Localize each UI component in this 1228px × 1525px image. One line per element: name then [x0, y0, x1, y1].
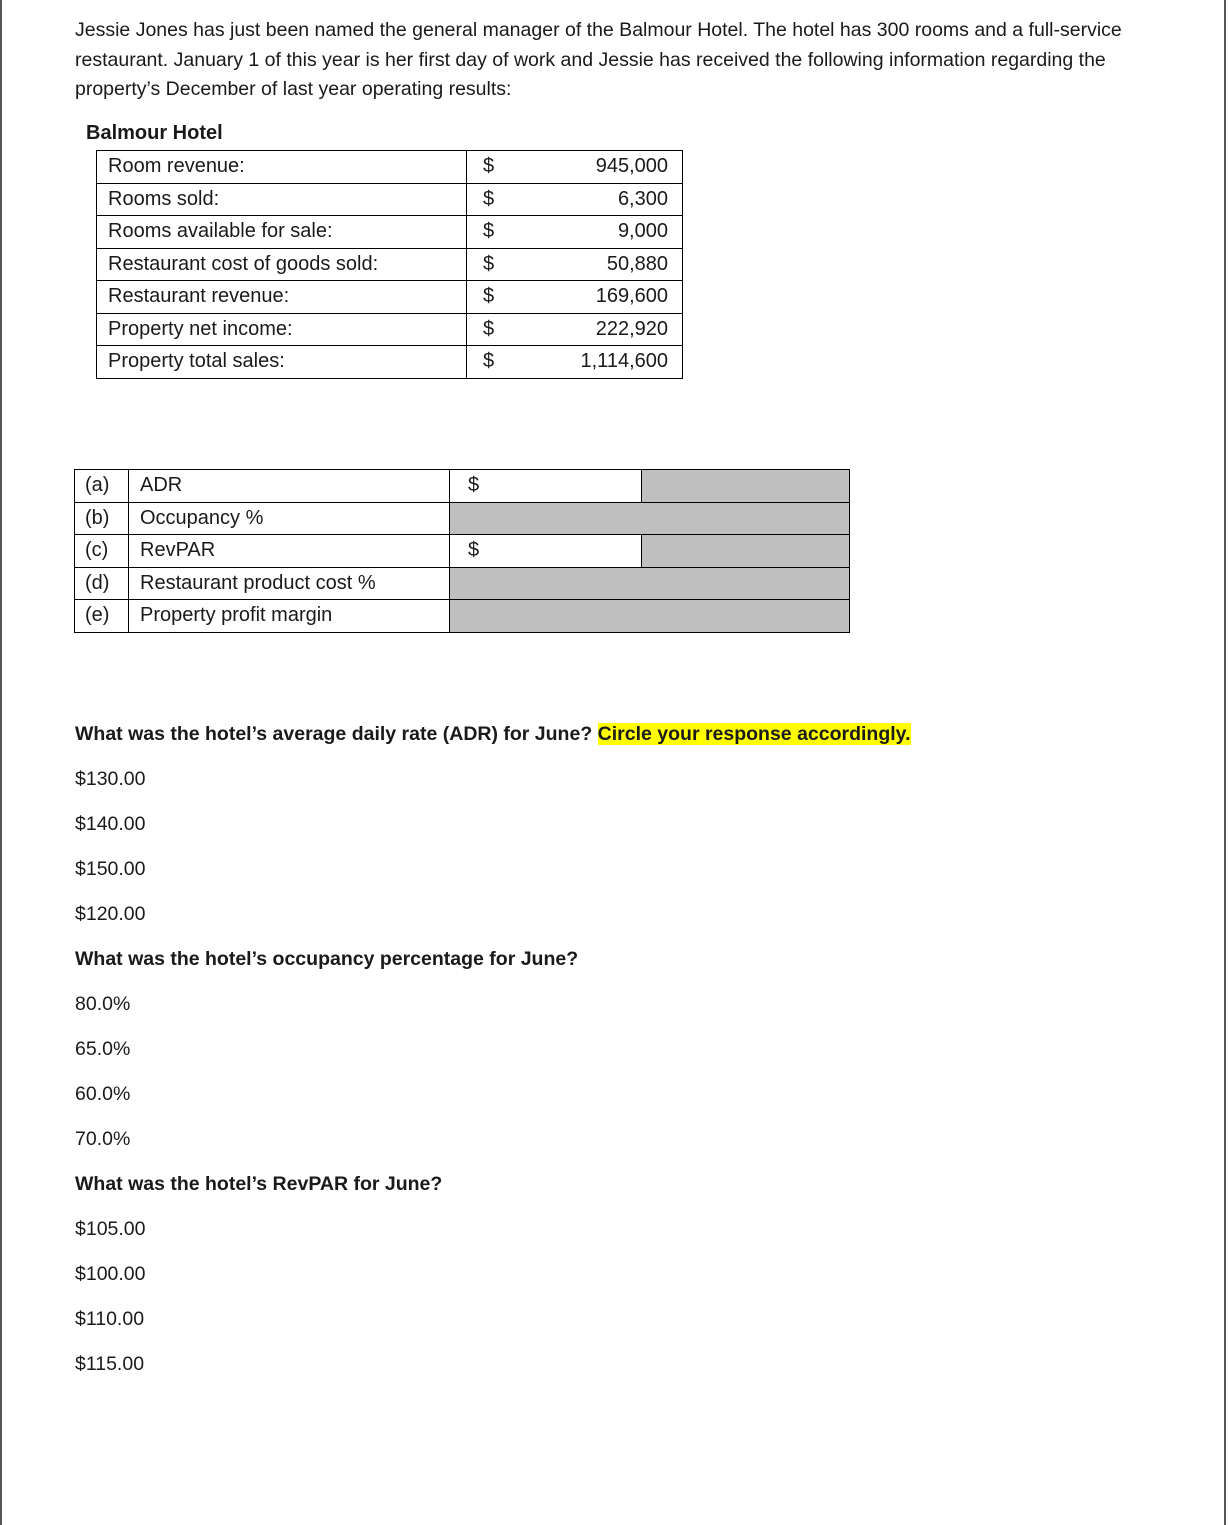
row-value: 169,600: [518, 281, 683, 314]
row-currency: $: [467, 346, 519, 379]
option-adr-1[interactable]: $130.00: [75, 768, 146, 790]
answer-cell[interactable]: [642, 535, 850, 568]
row-label: Restaurant revenue:: [97, 281, 467, 314]
table-row: [75, 470, 850, 503]
row-label: Room revenue:: [97, 151, 467, 184]
table-row: [97, 313, 683, 346]
row-label: Property total sales:: [97, 346, 467, 379]
option-adr-2[interactable]: $140.00: [75, 813, 146, 835]
option-revpar-1[interactable]: $105.00: [75, 1218, 146, 1240]
row-letter: (d): [75, 567, 129, 600]
table-row: [75, 502, 850, 535]
hotel-title: Balmour Hotel: [86, 122, 223, 144]
row-metric: RevPAR: [129, 535, 450, 568]
table-row: [97, 346, 683, 379]
option-occupancy-3[interactable]: 60.0%: [75, 1083, 131, 1105]
row-currency: $: [467, 281, 519, 314]
row-letter: (e): [75, 600, 129, 633]
row-label: Property net income:: [97, 313, 467, 346]
row-label: Rooms sold:: [97, 183, 467, 216]
row-metric: ADR: [129, 470, 450, 503]
question-revpar: What was the hotel’s RevPAR for June?: [75, 1173, 443, 1195]
table-row: [97, 216, 683, 249]
option-adr-3[interactable]: $150.00: [75, 858, 146, 880]
table-row: [97, 248, 683, 281]
row-value: 9,000: [518, 216, 683, 249]
row-metric: Property profit margin: [129, 600, 450, 633]
row-letter: (a): [75, 470, 129, 503]
row-currency: $: [467, 313, 519, 346]
row-label: Rooms available for sale:: [97, 216, 467, 249]
table-row: [75, 567, 850, 600]
row-value: 945,000: [518, 151, 683, 184]
table-row: [97, 183, 683, 216]
highlighted-instruction: Circle your response accordingly.: [597, 723, 911, 745]
option-revpar-4[interactable]: $115.00: [75, 1353, 145, 1375]
answer-cell[interactable]: [450, 567, 850, 600]
option-revpar-3[interactable]: $110.00: [75, 1308, 145, 1330]
option-adr-4[interactable]: $120.00: [75, 903, 146, 925]
table-row: [97, 281, 683, 314]
row-value: 222,920: [518, 313, 683, 346]
row-currency: $: [467, 216, 519, 249]
row-currency: $: [467, 248, 519, 281]
question-occupancy: What was the hotel’s occupancy percentage for June?: [75, 948, 579, 970]
answer-cell[interactable]: [450, 502, 850, 535]
table-row: [75, 535, 850, 568]
answer-cell[interactable]: [642, 470, 850, 503]
row-currency: $: [467, 183, 519, 216]
intro-paragraph: Jessie Jones has just been named the general manager of the Balmour Hotel. The hotel has 300 rooms and a full-service restaurant. January 1 of this year is her first day of work and Jessie has received the following information regarding the property’s December of last year operating results:: [75, 19, 1122, 100]
row-value: 1,114,600: [518, 346, 683, 379]
question-adr: [75, 723, 911, 746]
answer-cell[interactable]: [450, 600, 850, 633]
row-letter: (b): [75, 502, 129, 535]
row-value: 50,880: [518, 248, 683, 281]
table-row: [75, 600, 850, 633]
question-text: What was the hotel’s average daily rate (ADR) for June?: [75, 723, 598, 745]
row-currency: $: [450, 470, 642, 503]
hotel-data-table: [96, 150, 683, 379]
row-currency: $: [467, 151, 519, 184]
table-row: [97, 151, 683, 184]
row-metric: Restaurant product cost %: [129, 567, 450, 600]
option-occupancy-2[interactable]: 65.0%: [75, 1038, 131, 1060]
row-value: 6,300: [518, 183, 683, 216]
option-occupancy-1[interactable]: 80.0%: [75, 993, 131, 1015]
row-label: Restaurant cost of goods sold:: [97, 248, 467, 281]
option-occupancy-4[interactable]: 70.0%: [75, 1128, 131, 1150]
row-currency: $: [450, 535, 642, 568]
row-metric: Occupancy %: [129, 502, 450, 535]
calculation-table: [74, 469, 850, 633]
row-letter: (c): [75, 535, 129, 568]
option-revpar-2[interactable]: $100.00: [75, 1263, 146, 1285]
